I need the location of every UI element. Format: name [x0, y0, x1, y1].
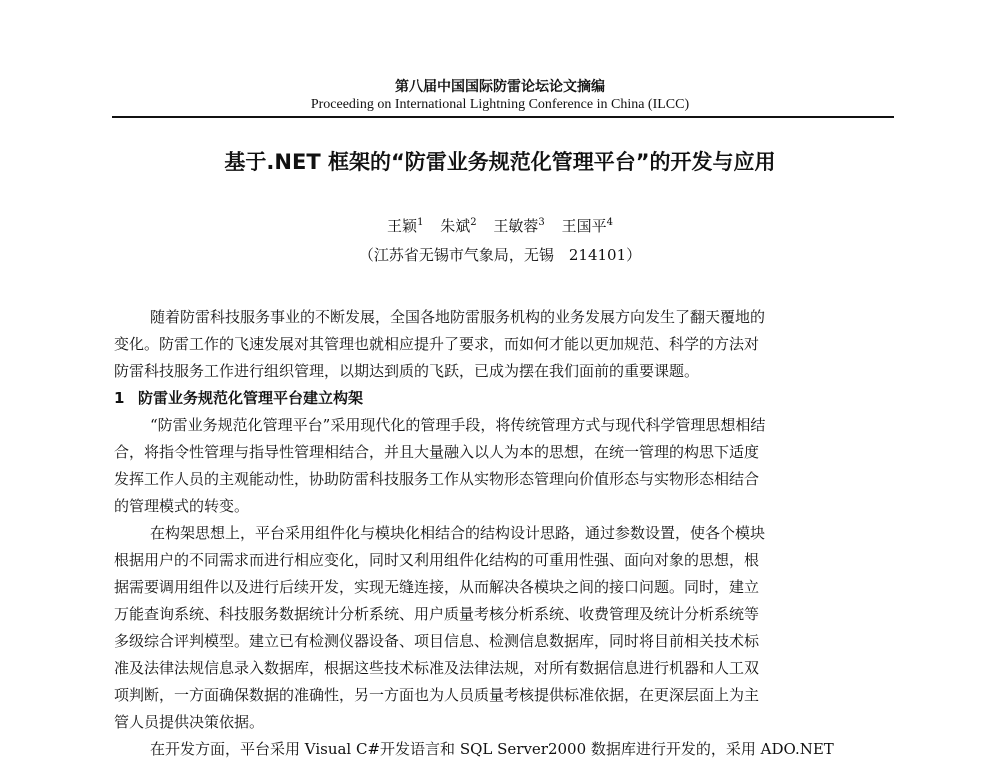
author-affiliation-mark: 3	[538, 217, 545, 228]
section-heading	[114, 385, 894, 412]
paragraph-line: 随着防雷科技服务事业的不断发展，全国各地防雷服务机构的业务发展方向发生了翻天覆地的	[150, 308, 766, 326]
running-header-english: Proceeding on International Lightning Conference in China (ILCC)	[310, 97, 690, 112]
intro-paragraph	[114, 304, 894, 385]
body-text	[114, 304, 894, 760]
paragraph	[114, 736, 894, 760]
paragraph-line: 根据用户的不同需求而进行相应变化，同时又利用组件化结构的可重用性强、面向对象的思想，根	[114, 551, 760, 569]
header-divider	[112, 116, 894, 118]
paragraph-line: 多级综合评判模型。建立已有检测仪器设备、项目信息、检测信息数据库，同时将目前相关技术标	[114, 632, 760, 650]
paragraph-line: 发挥工作人员的主观能动性，协助防雷科技服务工作从实物形态管理向价值形态与实物形态相结合	[114, 470, 760, 488]
paragraph-line: 万能查询系统、科技服务数据统计分析系统、用户质量考核分析系统、收费管理及统计分析系统等	[114, 605, 760, 623]
paragraph-line: 的管理模式的转变。	[114, 497, 250, 515]
paragraph-line: 项判断，一方面确保数据的准确性，另一方面也为人员质量考核提供标准依据，在更深层面上为主	[114, 686, 760, 704]
author-name: 王敏蓉	[493, 217, 539, 235]
paragraph-line: 准及法律法规信息录入数据库，根据这些技术标准及法律法规，对所有数据信息进行机器和人工双	[114, 659, 760, 677]
affiliation: （江苏省无锡市气象局，无锡 214101）	[358, 246, 642, 264]
paragraph-line: 在开发方面，平台采用 Visual C#开发语言和 SQL Server2000 数据库进行开发的，采用 ADO.NET	[150, 740, 834, 758]
author	[440, 215, 476, 237]
paper-title: 基于.NET 框架的“防雷业务规范化管理平台”的开发与应用	[224, 150, 776, 174]
author-affiliation-mark: 4	[606, 217, 613, 228]
author-name: 王国平	[561, 217, 607, 235]
paragraph-line: “防雷业务规范化管理平台”采用现代化的管理手段，将传统管理方式与现代科学管理思想相结	[150, 416, 766, 434]
author-list	[0, 215, 1000, 237]
author	[387, 215, 423, 237]
running-header-chinese: 第八届中国国际防雷论坛论文摘编	[395, 79, 605, 95]
paragraph-line: 合，将指令性管理与指导性管理相结合，并且大量融入以人为本的思想，在统一管理的构思下适度	[114, 443, 760, 461]
author-name: 王颖	[387, 217, 418, 235]
author-name: 朱斌	[440, 217, 471, 235]
paragraph-line: 防雷科技服务工作进行组织管理，以期达到质的飞跃，已成为摆在我们面前的重要课题。	[114, 362, 700, 380]
section-number: 1	[114, 389, 125, 407]
paragraph-line: 管人员提供决策依据。	[114, 713, 265, 731]
section-title: 防雷业务规范化管理平台建立构架	[138, 389, 364, 407]
author	[562, 215, 613, 237]
paragraph	[114, 520, 894, 736]
author-affiliation-mark: 2	[470, 217, 477, 228]
paragraph-line: 变化。防雷工作的飞速发展对其管理也就相应提升了要求，而如何才能以更加规范、科学的方法对	[114, 335, 760, 353]
paragraph-line: 据需要调用组件以及进行后续开发，实现无缝连接，从而解决各模块之间的接口问题。同时，建立	[114, 578, 760, 596]
author-affiliation-mark: 1	[417, 217, 424, 228]
paragraph-line: 在构架思想上，平台采用组件化与模块化相结合的结构设计思路，通过参数设置，使各个模块	[150, 524, 766, 542]
paragraph	[114, 412, 894, 520]
author	[493, 215, 544, 237]
